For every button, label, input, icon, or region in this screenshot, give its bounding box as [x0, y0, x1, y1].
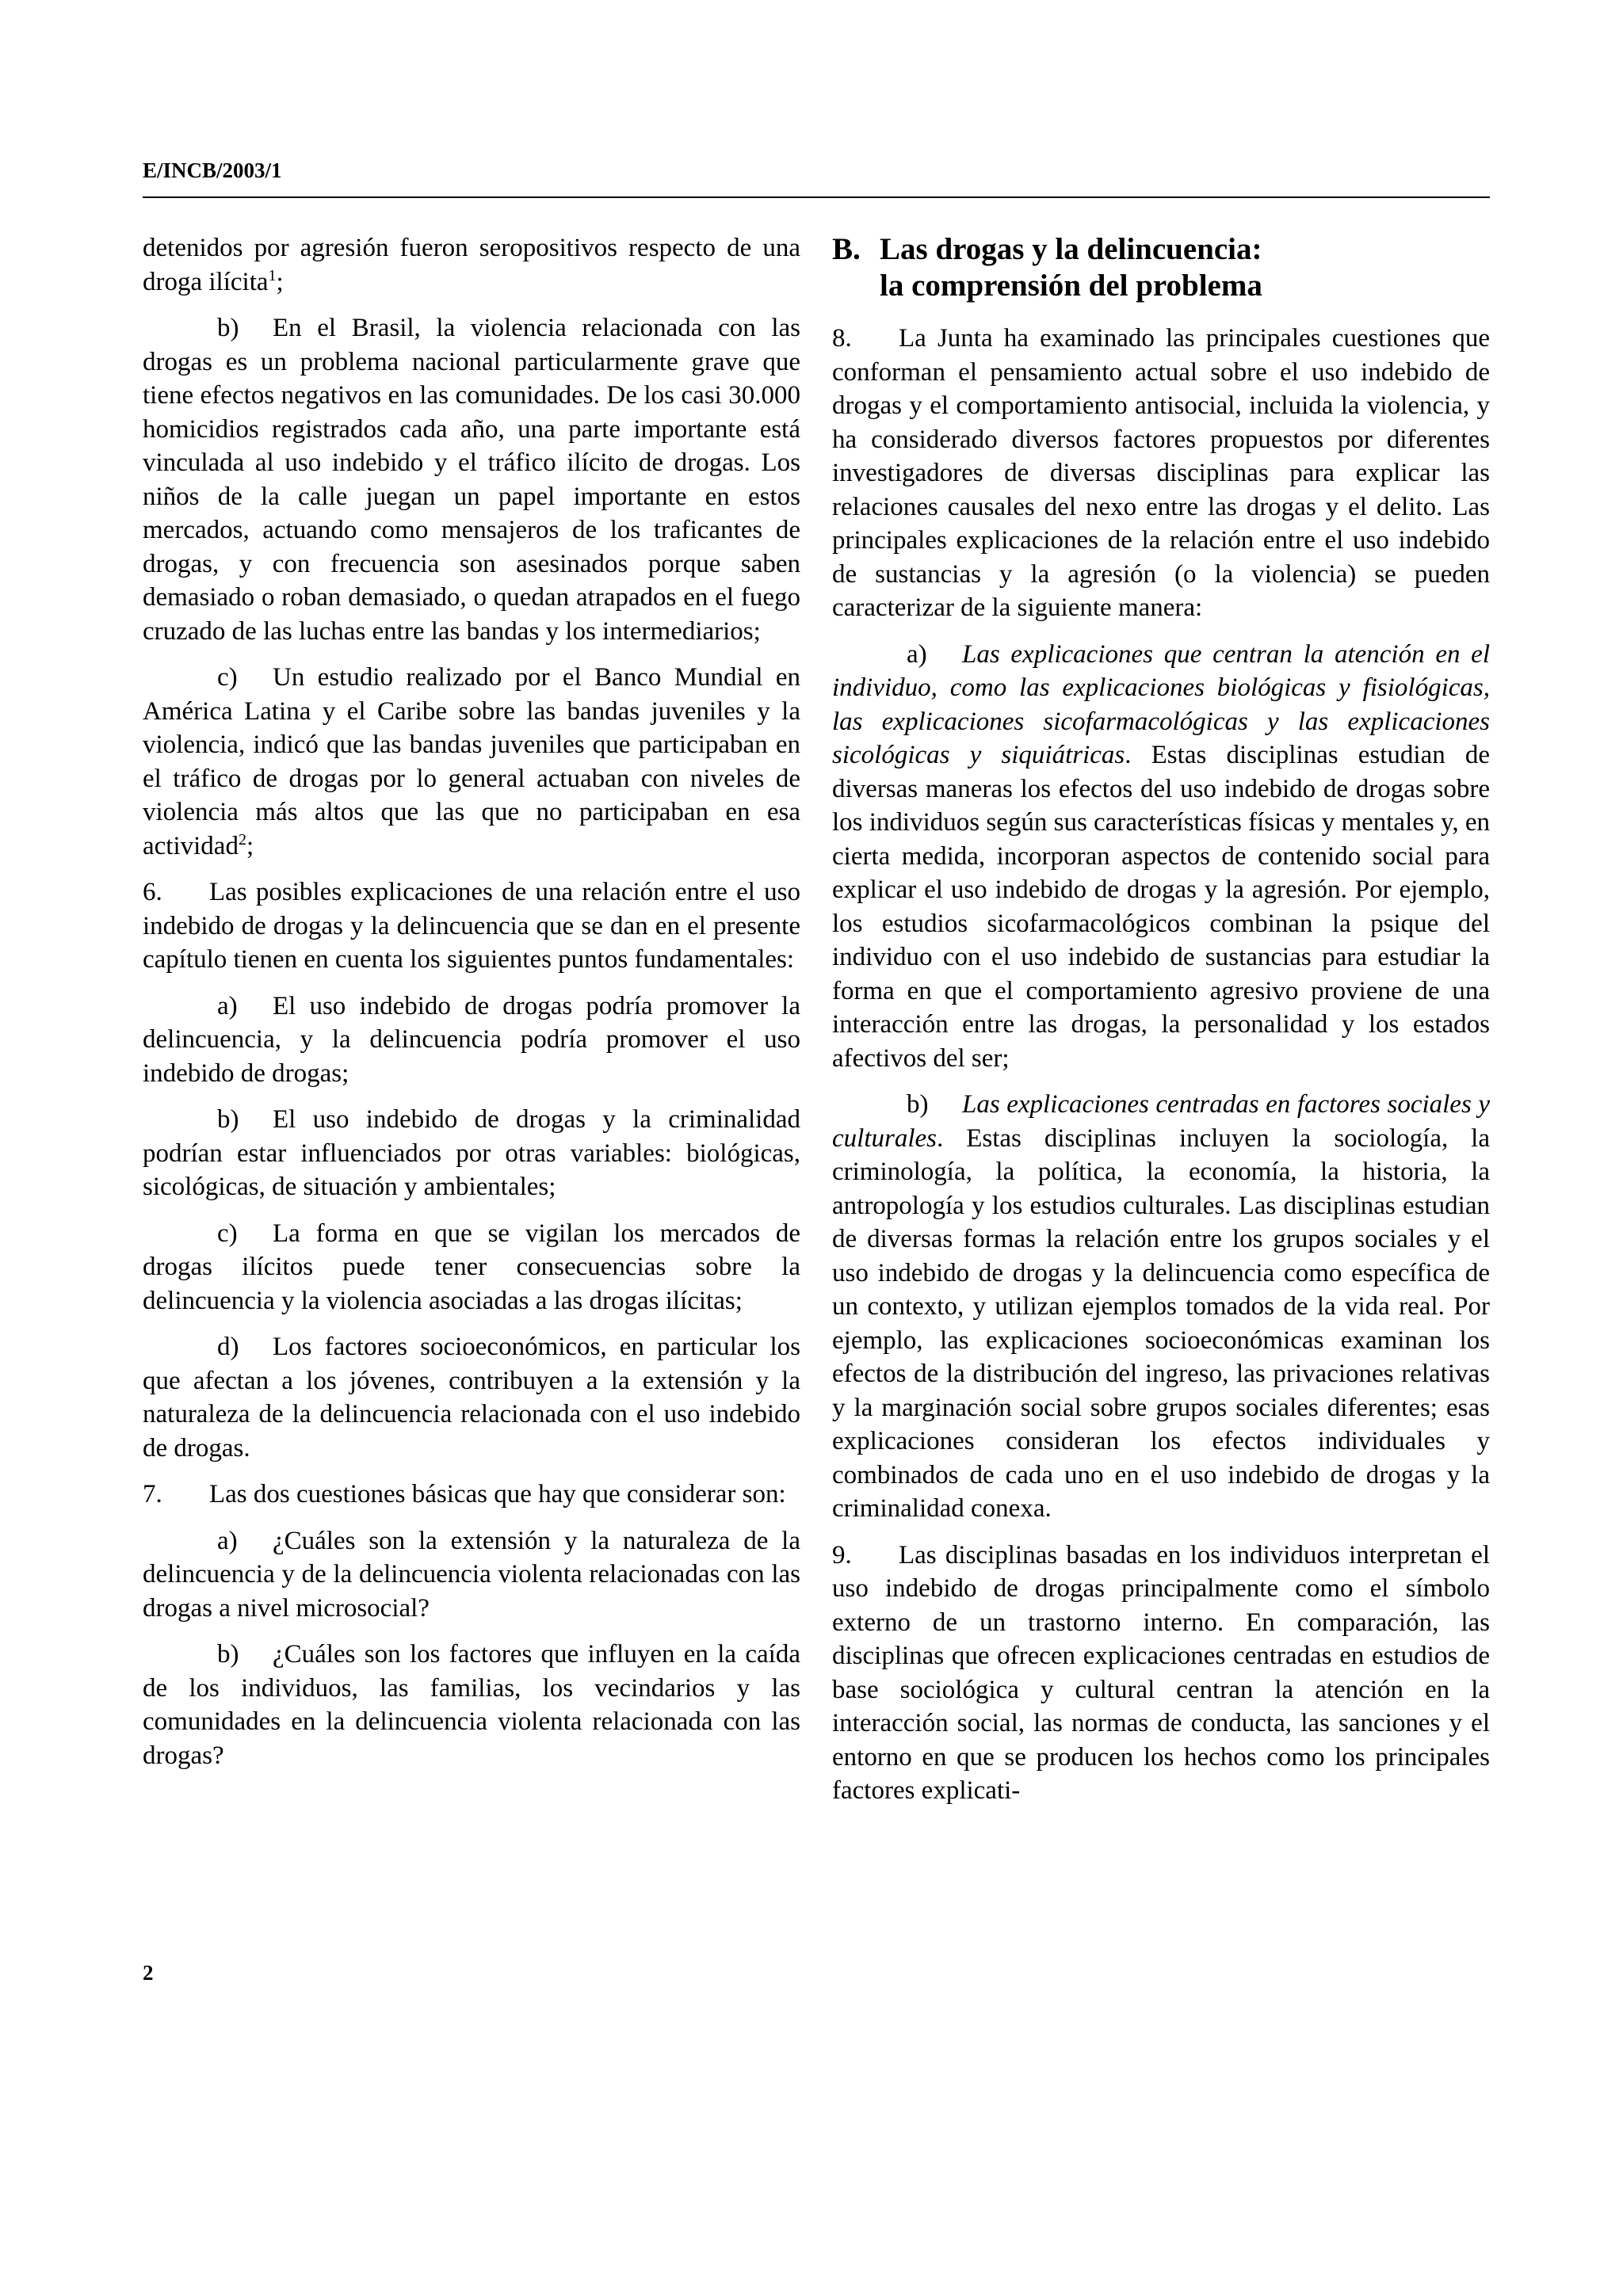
subparagraph-8a	[832, 638, 1490, 1076]
paragraph-text: Las dos cuestiones básicas que hay que considerar son:	[209, 1480, 786, 1508]
subparagraph-6d	[143, 1330, 800, 1465]
subparagraph-label: d)	[217, 1333, 239, 1361]
paragraph-number: 7.	[143, 1480, 162, 1508]
paragraph-7	[143, 1478, 800, 1512]
subparagraph-italic-lead: Las explicaciones que centran la atención en el individuo, como las explicaciones biológicas y fisiológicas, las explicaciones sicofarmacológicas y las explicaciones sicológicas y siquiátricas	[832, 639, 1490, 769]
paragraph-6	[143, 875, 800, 977]
subparagraph-8b	[832, 1088, 1490, 1526]
subparagraph-label: c)	[217, 1219, 238, 1248]
left-column	[143, 231, 800, 1785]
subparagraph-label: b)	[217, 1105, 239, 1134]
paragraph-text: detenidos por agresión fueron seropositivos respecto de una droga ilícita	[143, 234, 800, 296]
paragraph-9	[832, 1539, 1490, 1808]
footnote-ref: 2	[238, 830, 246, 849]
paragraph-number: 6.	[143, 878, 162, 906]
right-column	[832, 231, 1490, 1821]
paragraph-8	[832, 322, 1490, 625]
subparagraph-6b	[143, 1103, 800, 1204]
subparagraph-label: a)	[907, 639, 927, 669]
paragraph-number: 8.	[832, 324, 852, 353]
page-number: 2	[143, 1961, 154, 1985]
subparagraph-text: Los factores socioeconómicos, en particular los que afectan a los jóvenes, contribuyen a la extensión y la naturaleza de la delincuencia relacionada con el uso indebido de drogas.	[143, 1333, 800, 1463]
paragraph-number: 9.	[832, 1540, 852, 1569]
subparagraph-6c	[143, 1217, 800, 1318]
subparagraph-7b	[143, 1638, 800, 1772]
subparagraph-b-brasil	[143, 311, 800, 648]
subparagraph-label: a)	[217, 991, 238, 1020]
section-title-line-1: Las drogas y la delincuencia:	[880, 232, 1262, 266]
section-letter: B.	[832, 232, 861, 266]
section-title-line-2: la comprensión del problema	[880, 269, 1262, 303]
paragraph-continuation	[143, 231, 800, 299]
subparagraph-text: ¿Cuáles son los factores que influyen en la caída de los individuos, las familias, los vecindarios y las comunidades en la delincuencia violenta relacionada con las drogas?	[143, 1640, 800, 1770]
paragraph-tail: ;	[246, 831, 254, 860]
subparagraph-label: c)	[217, 663, 238, 692]
section-heading	[832, 231, 1490, 304]
subparagraph-italic-lead: Las explicaciones centradas en factores sociales y culturales	[832, 1090, 1490, 1153]
paragraph-text: Las posibles explicaciones de una relación entre el uso indebido de drogas y la delincuencia que se dan en el presente capítulo tienen en cuenta los siguientes puntos fundamentales:	[143, 878, 800, 974]
subparagraph-text: En el Brasil, la violencia relacionada con las drogas es un problema nacional particularmente grave que tiene efectos negativos en las comunidades. De los casi 30.000 homicidios registrados cada año, una parte importante está vinculada al uso indebido y el tráfico ilícito de drogas. Los niños de la calle juegan un papel importante en estos mercados, actuando como mensajeros de los traficantes de drogas, y con frecuencia son asesinados porque saben demasiado o roban demasiado, o quedan atrapados en el fuego cruzado de las luchas entre las bandas y los intermediarios;	[143, 314, 800, 646]
subparagraph-c-banco-mundial	[143, 661, 800, 863]
subparagraph-text: El uso indebido de drogas podría promover la delincuencia, y la delincuencia podría promover el uso indebido de drogas;	[143, 991, 800, 1088]
subparagraph-text: Un estudio realizado por el Banco Mundial en América Latina y el Caribe sobre las bandas juveniles y la violencia, indicó que las bandas juveniles que participaban en el tráfico de drogas por lo general actuaban con niveles de violencia más altos que las que no participaban en esa actividad	[143, 663, 800, 860]
subparagraph-text: El uso indebido de drogas y la criminalidad podrían estar influenciados por otras variables: biológicas, sicológicas, de situación y ambientales;	[143, 1105, 800, 1201]
subparagraph-7a	[143, 1524, 800, 1626]
subparagraph-label: b)	[217, 314, 239, 342]
document-symbol: E/INCB/2003/1	[143, 158, 282, 182]
subparagraph-text: ¿Cuáles son la extensión y la naturaleza de la delincuencia y de la delincuencia violenta relacionadas con las drogas a nivel microsocial?	[143, 1526, 800, 1623]
paragraph-text: La Junta ha examinado las principales cuestiones que conforman el pensamiento actual sobre el uso indebido de drogas y el comportamiento antisocial, incluida la violencia, y ha considerado diversos factores propuestos por diferentes investigadores de diversas disciplinas para explicar las relaciones causales del nexo entre las drogas y el delito. Las principales explicaciones de la relación entre el uso indebido de sustancias y la agresión (o la violencia) se pueden caracterizar de la siguiente manera:	[832, 324, 1490, 622]
subparagraph-label: b)	[907, 1090, 929, 1119]
header-rule	[143, 196, 1490, 198]
subparagraph-text: . Estas disciplinas incluyen la sociología, la criminología, la política, la economía, la historia, la antropología y los estudios culturales. Las disciplinas estudian de diversas formas la relación entre los grupos sociales y el uso indebido de drogas y la delincuencia como específica de un contexto, y utilizan ejemplos tomados de la vida real. Por ejemplo, las explicaciones socioeconómicas examinan los efectos de la distribución del ingreso, las privaciones relativas y la marginación social sobre grupos sociales diferentes; esas explicaciones consideran los efectos individuales y combinados de cada uno en el uso indebido de drogas y la criminalidad conexa.	[832, 1123, 1490, 1523]
footnote-ref: 1	[268, 266, 277, 284]
paragraph-text: Las disciplinas basadas en los individuos interpretan el uso indebido de drogas principalmente como el símbolo externo de un trastorno interno. En comparación, las disciplinas que ofrecen explicaciones centradas en estudios de base sociológica y cultural centran la atención en la interacción social, las normas de conducta, las sanciones y el entorno en que se producen los hechos como los principales factores explicati-	[832, 1540, 1490, 1805]
subparagraph-text: La forma en que se vigilan los mercados de drogas ilícitos puede tener consecuencias sobre la delincuencia y la violencia asociadas a las drogas ilícitas;	[143, 1219, 800, 1315]
subparagraph-text: . Estas disciplinas estudian de diversas maneras los efectos del uso indebido de drogas sobre los individuos según sus características físicas y mentales y, en cierta medida, incorporan aspectos de contenido social para explicar el uso indebido de drogas y la agresión. Por ejemplo, los estudios sicofarmacológicos combinan la psique del individuo con el uso indebido de sustancias para estudiar la forma en que el comportamiento agresivo proviene de una interacción entre las drogas, la personalidad y los estados afectivos del ser;	[832, 741, 1490, 1073]
paragraph-tail: ;	[276, 267, 284, 296]
subparagraph-6a	[143, 990, 800, 1091]
subparagraph-label: a)	[217, 1526, 238, 1555]
subparagraph-label: b)	[217, 1640, 239, 1669]
